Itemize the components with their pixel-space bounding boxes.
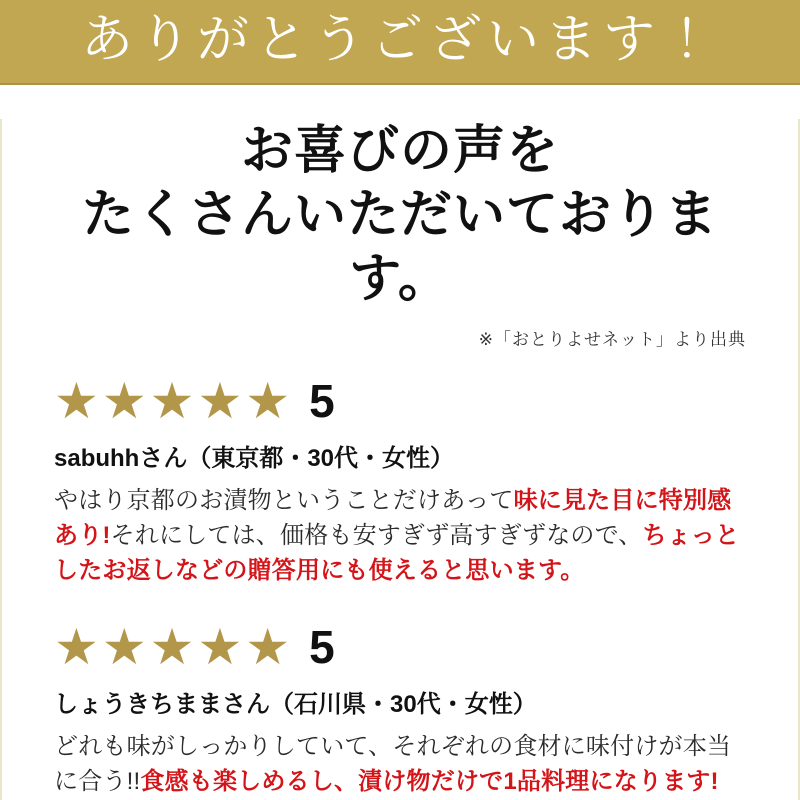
- rating-row: [54, 373, 746, 429]
- review-text-highlight: 食感も楽しめるし、漬け物だけで1品料理になります!: [140, 768, 719, 795]
- review-text-highlight: 味に見た目に特別感あり!: [54, 487, 732, 549]
- thanks-banner: [0, 0, 800, 85]
- review-text-highlight: ちょっとしたお返しなどの贈答用にも使えると思います。: [54, 522, 740, 584]
- five-star-rating-icon: ★★★★★: [54, 373, 294, 429]
- section-heading-line2: たくさんいただいております。: [81, 184, 718, 309]
- rating-score: 5: [309, 375, 335, 427]
- reviewer-name: しょうきちままさん（石川県・30代・女性）: [54, 691, 537, 718]
- content-area: [0, 119, 800, 800]
- review-item-1: [54, 373, 746, 588]
- section-heading: [54, 119, 746, 311]
- review-text: [54, 483, 746, 588]
- source-citation: ※「おとりよせネット」より出典: [478, 330, 746, 349]
- rating-score: 5: [309, 621, 335, 673]
- review-text-segment: やはり京都のお漬物ということだけあって: [54, 487, 514, 514]
- review-item-2: [54, 619, 746, 799]
- reviewer-name: sabuhhさん（東京都・30代・女性）: [54, 445, 455, 472]
- review-text-segment: それにしては、価格も安すぎず高すぎずなので、: [110, 522, 643, 549]
- rating-row: [54, 619, 746, 675]
- review-text-segment: どれも味がしっかりしていて、それぞれの食材に味付けが本当に合う!!: [54, 733, 732, 795]
- review-text: [54, 729, 746, 799]
- thanks-banner-text: ありがとうございます！: [80, 9, 719, 70]
- section-heading-line1: お喜びの声を: [240, 120, 559, 181]
- five-star-rating-icon: ★★★★★: [54, 619, 294, 675]
